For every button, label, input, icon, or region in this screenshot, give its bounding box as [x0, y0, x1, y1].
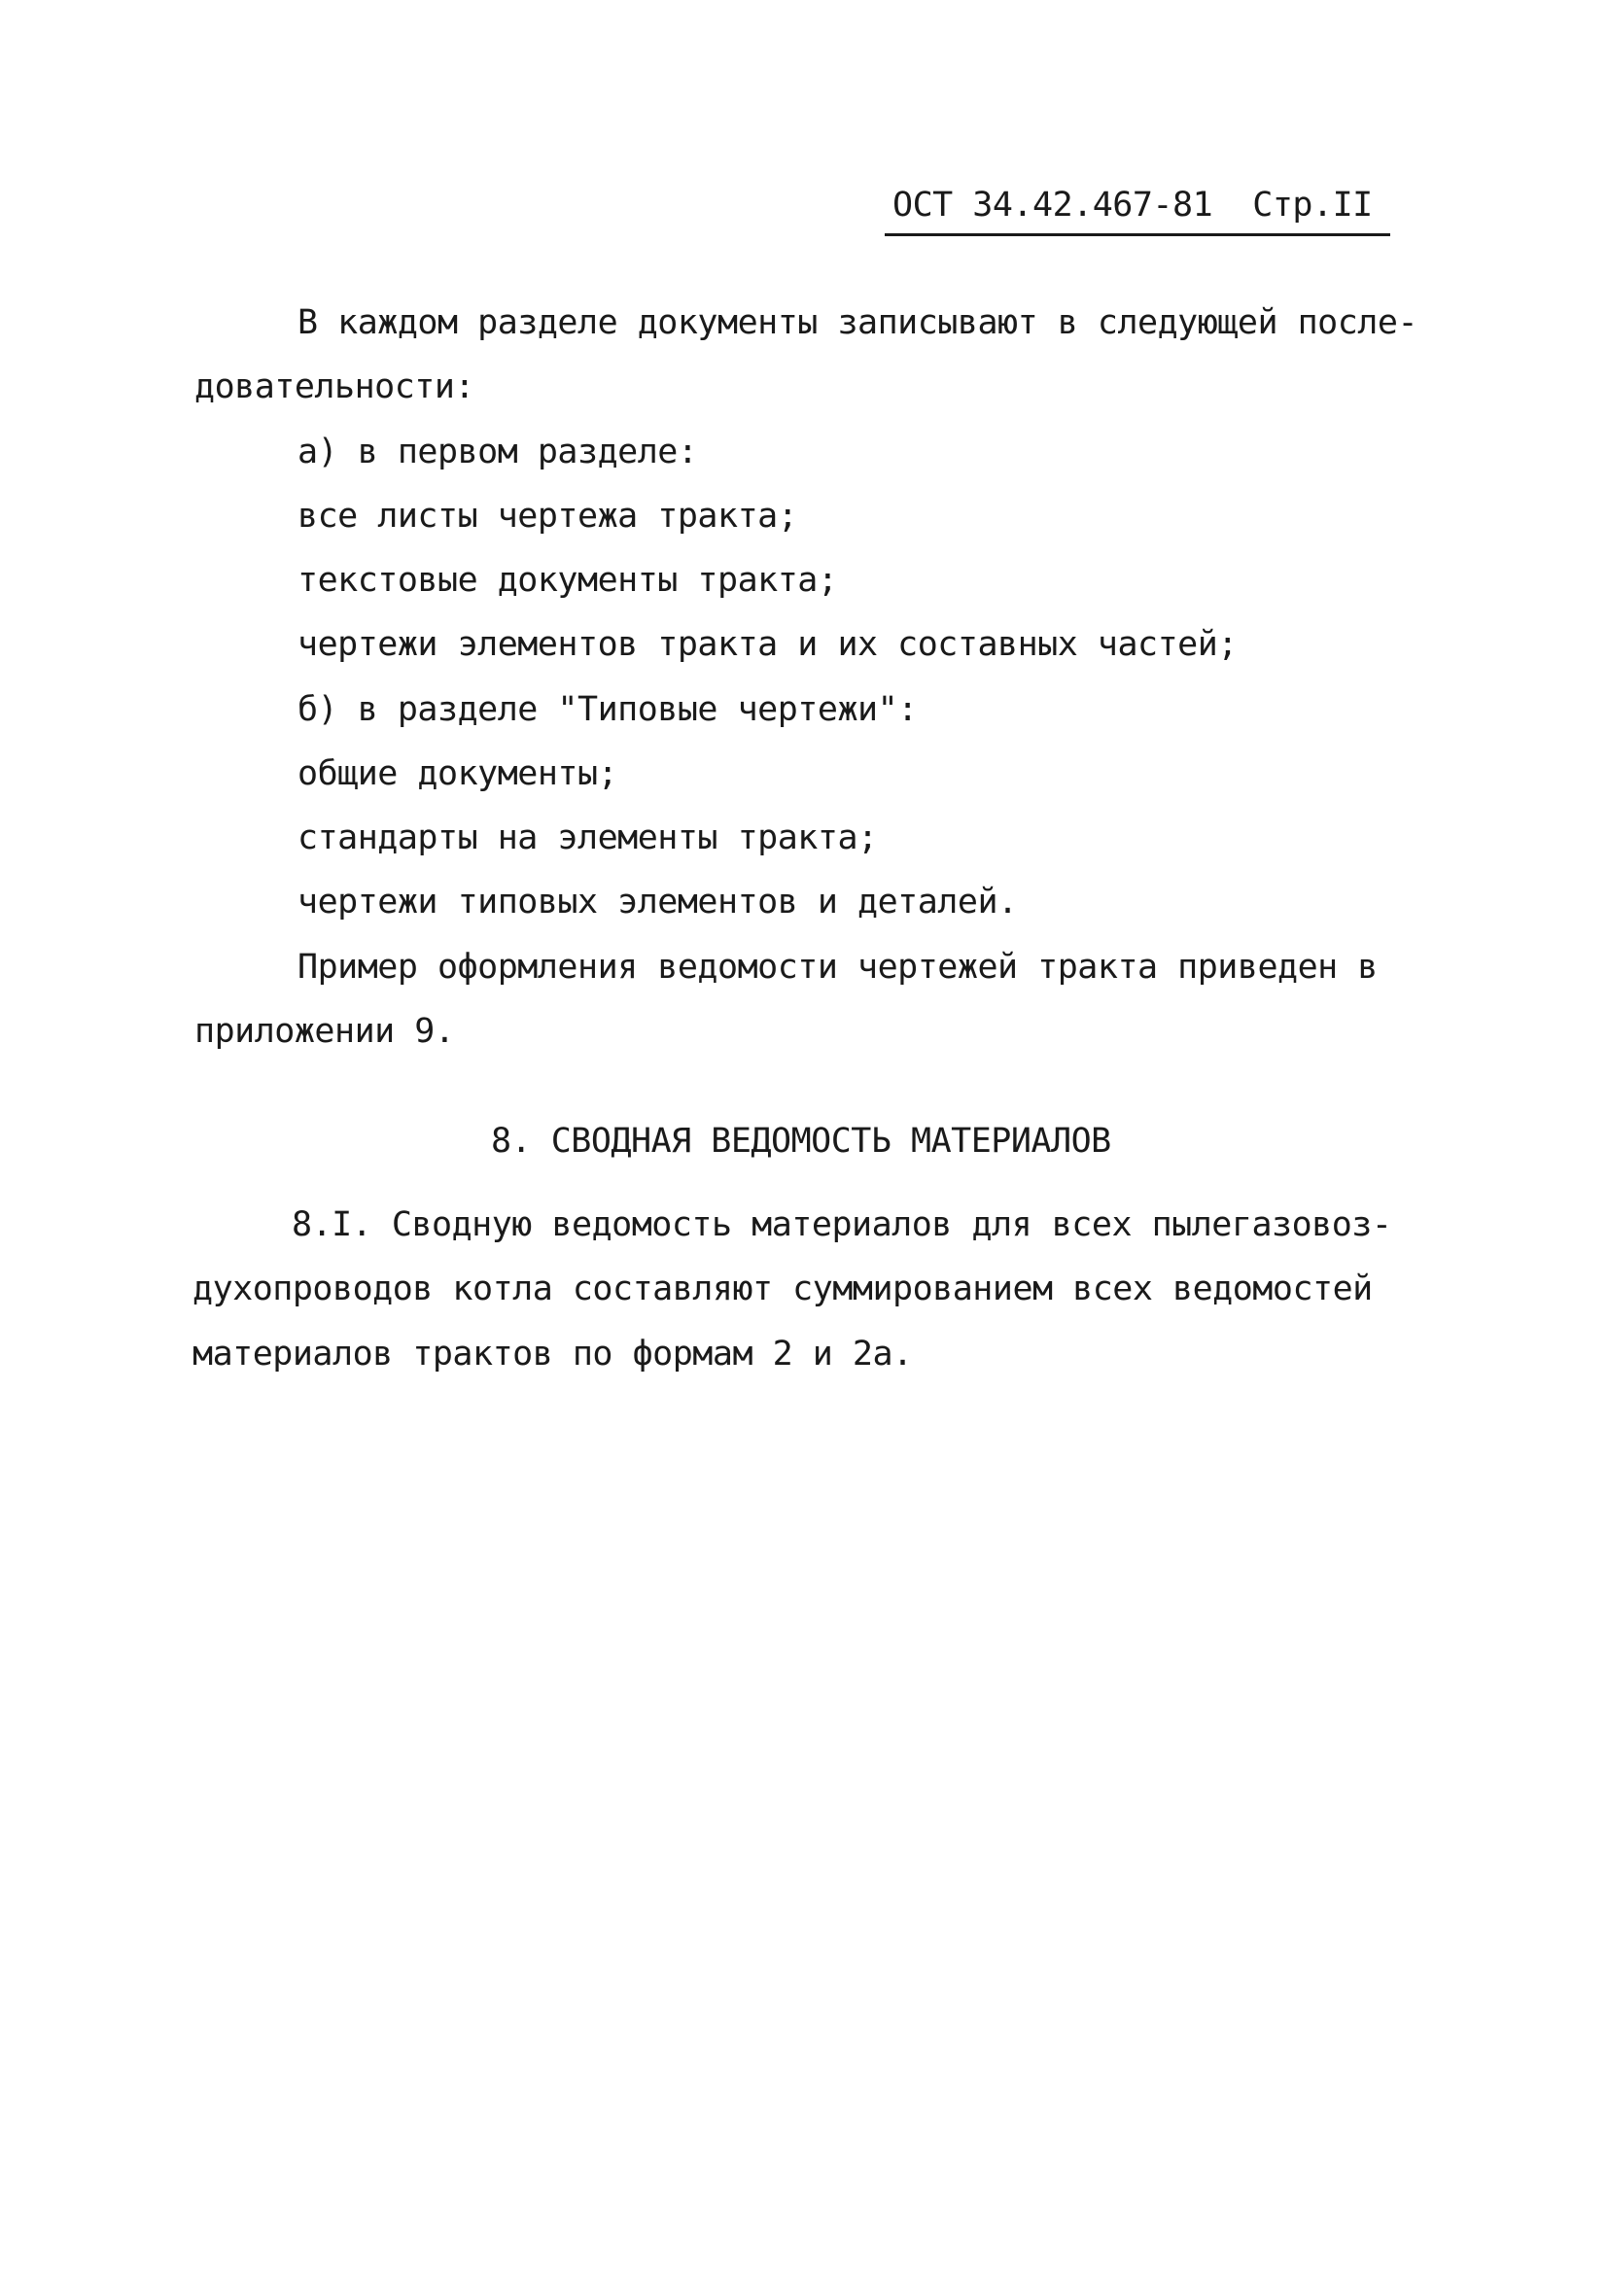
list-item: чертежи типовых элементов и деталей.	[297, 883, 1018, 922]
paragraph-line: В каждом разделе документы записывают в следующей после-	[297, 303, 1418, 342]
section-heading: 8. СВОДНАЯ ВЕДОМОСТЬ МАТЕРИАЛОВ	[491, 1122, 1111, 1161]
list-item: стандарты на элементы тракта;	[297, 818, 878, 857]
page-header	[885, 183, 1390, 241]
list-item: общие документы;	[297, 754, 618, 793]
list-item: чертежи элементов тракта и их составных частей;	[297, 625, 1238, 664]
list-heading-b: б) в разделе "Типовые чертежи":	[297, 690, 918, 729]
paragraph-line: приложении 9.	[194, 1012, 455, 1051]
paragraph-line: 8.I. Сводную ведомость материалов для всех пылегазовоз-	[292, 1205, 1392, 1244]
paragraph-line: Пример оформления ведомости чертежей тракта приведен в	[297, 948, 1378, 987]
list-item: все листы чертежа тракта;	[297, 497, 798, 536]
list-item: текстовые документы тракта;	[297, 561, 838, 600]
paragraph-line: духопроводов котла составляют суммированием всех ведомостей	[192, 1270, 1373, 1308]
header-underline	[885, 233, 1390, 236]
paragraph-line: материалов трактов по формам 2 и 2а.	[192, 1335, 913, 1374]
paragraph-line: довательности:	[194, 367, 475, 406]
list-heading-a: а) в первом разделе:	[297, 433, 698, 471]
standard-code-and-page: ОСТ 34.42.467-81 Стр.II	[892, 186, 1373, 225]
